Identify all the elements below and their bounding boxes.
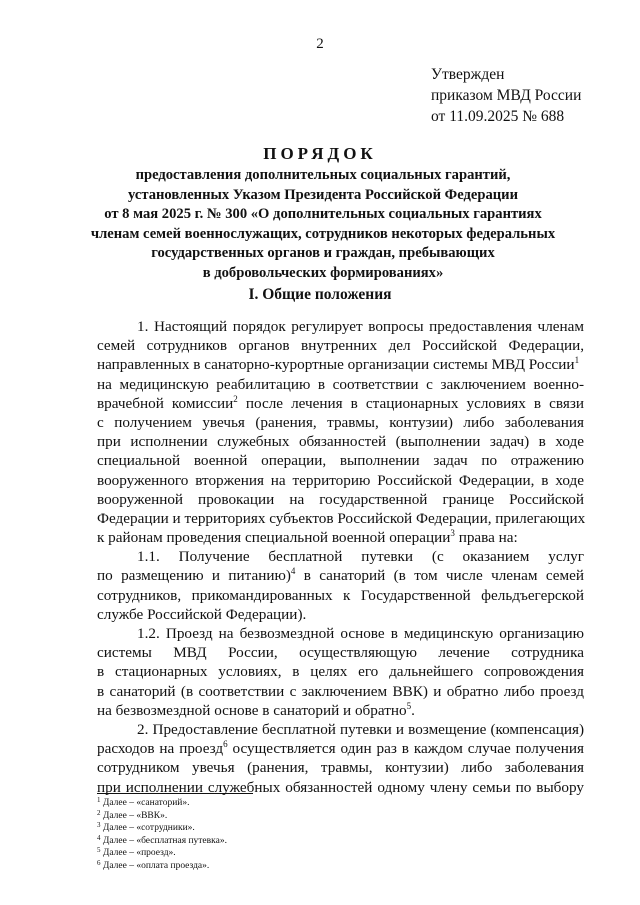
footnote-ref: 6 bbox=[223, 739, 228, 750]
subtitle-line: в добровольческих формированиях» bbox=[202, 264, 444, 281]
paragraph-line: в стационарных условиях, в целях его дальнейшего сопровождения bbox=[97, 663, 584, 681]
footnote-item: $^5$ Далее – «проезд». bbox=[97, 846, 176, 859]
footnotes bbox=[97, 797, 397, 873]
subtitle-line: предоставления дополнительных социальных гарантий, bbox=[135, 167, 511, 183]
paragraph-line: 1.1. Получение бесплатной путевки (с оказанием услуг bbox=[137, 548, 584, 566]
footnote-item: $^6$ Далее – «оплата проезда». bbox=[97, 858, 210, 871]
footnote-ref: 3 bbox=[450, 528, 455, 539]
footnote-number: 2 bbox=[97, 808, 101, 817]
paragraph-line: специальной военной операции, выполнении задач по отражению bbox=[97, 452, 584, 470]
paragraph-line: на безвозмездной основе в санаторий и обратно$^5$. bbox=[97, 700, 415, 719]
footnote-ref: 1 bbox=[574, 355, 580, 366]
paragraph-line: в санаторий (в соответствии с заключением ВВК) и обратно либо проезд bbox=[97, 682, 584, 700]
footnote-divider bbox=[97, 793, 253, 794]
paragraph-line: 2. Предоставление бесплатной путевки и возмещение (компенсация) bbox=[137, 720, 584, 738]
subtitle-line: членам семей военнослужащих, сотрудников некоторых федеральных bbox=[90, 225, 556, 242]
body-text bbox=[97, 317, 584, 797]
paragraph-line: 1. Настоящий порядок регулирует вопросы предоставления членам bbox=[137, 318, 584, 335]
paragraph-line: семей сотрудников органов внутренних дел Российской Федерации, bbox=[97, 337, 584, 355]
footnote-item: $^4$ Далее – «бесплатная путевка». bbox=[97, 833, 227, 846]
subtitle-line: от 8 мая 2025 г. № 300 «О дополнительных социальных гарантиях bbox=[104, 206, 542, 222]
footnote-number: 6 bbox=[97, 858, 101, 867]
footnote-ref: 5 bbox=[406, 700, 412, 711]
approval-line: от 11.09.2025 № 688 bbox=[431, 108, 565, 125]
paragraph-line: по размещению и питанию)$^4$ в санаторий (в том числе членам семей bbox=[97, 566, 585, 585]
paragraph-line: сотрудником увечья (ранения, травмы, контузии) либо заболевания bbox=[97, 759, 584, 777]
paragraph-line: расходов на проезд$^6$ осуществляется один раз в каждом случае получения bbox=[97, 739, 584, 758]
paragraph-line: направленных в санаторно-курортные организации системы МВД России$^1$ bbox=[97, 355, 580, 374]
paragraph-line: Федерации и территориях субъектов Российской Федерации, прилегающих bbox=[97, 509, 586, 527]
paragraph-line: при исполнении служебных обязанностей (выполнении задач) в ходе bbox=[97, 433, 584, 451]
approval-line: приказом МВД России bbox=[431, 87, 582, 104]
document-title: ПОРЯДОК bbox=[263, 144, 377, 163]
subtitle-line: установленных Указом Президента Российской Федерации bbox=[128, 186, 518, 203]
footnote-item: $^1$ Далее – «санаторий». bbox=[97, 796, 190, 808]
page-number: 2 bbox=[316, 36, 324, 52]
section-heading: I. Общие положения bbox=[248, 286, 392, 303]
subtitle-line: государственных органов и граждан, пребывающих bbox=[151, 245, 495, 261]
approval-stamp bbox=[431, 64, 631, 127]
paragraph-line: к районам проведения специальной военной операции$^3$ права на: bbox=[97, 528, 518, 547]
approval-line: Утвержден bbox=[431, 66, 505, 83]
paragraph-line: вооруженной провокации на государственной границе Российской bbox=[97, 490, 584, 508]
paragraph-line: системы МВД России, осуществляющую лечение сотрудника bbox=[97, 644, 584, 662]
footnote-number: 3 bbox=[97, 821, 101, 830]
footnote-number: 1 bbox=[97, 796, 101, 804]
paragraph-line: 1.2. Проезд на безвозмездной основе в медицинскую организацию bbox=[137, 625, 584, 642]
footnote-item: $^2$ Далее – «ВВК». bbox=[97, 808, 168, 821]
footnote-number: 5 bbox=[97, 846, 101, 855]
paragraph-line: с получением увечья (ранения, травмы, контузии) либо заболевания bbox=[97, 413, 584, 431]
paragraph-line: сотрудников, прикомандированных к Государственной фельдъегерской bbox=[97, 586, 584, 604]
paragraph-line: на медицинскую реабилитацию в соответствии с заключением военно- bbox=[97, 375, 584, 393]
paragraph-line: вооруженного вторжения на территорию Российской Федерации, в ходе bbox=[97, 471, 584, 489]
document-subtitle bbox=[88, 166, 558, 283]
footnote-item: $^3$ Далее – «сотрудники». bbox=[97, 821, 195, 834]
footnote-ref: 4 bbox=[290, 566, 296, 577]
paragraph-line: врачебной комиссии$^2$ после лечения в стационарных условиях в связи bbox=[97, 393, 584, 412]
footnote-ref: 2 bbox=[233, 393, 238, 404]
footnote-number: 4 bbox=[97, 833, 101, 842]
paragraph-line: при исполнении служебных обязанностей одному члену семьи по выбору bbox=[97, 778, 584, 796]
paragraph-line: службе Российской Федерации). bbox=[97, 605, 307, 623]
